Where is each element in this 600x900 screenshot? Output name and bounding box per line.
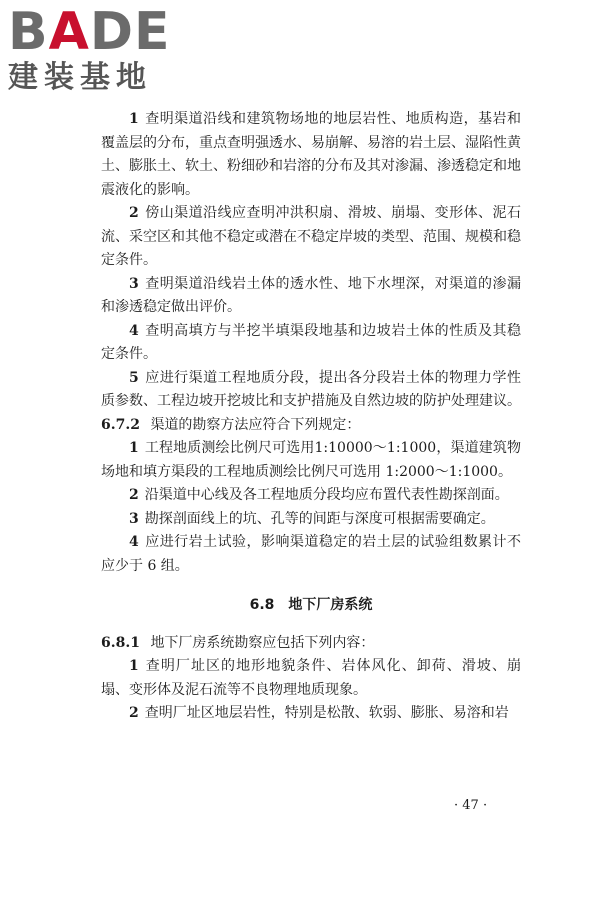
item-text: 查明高填方与半挖半填渠段地基和边坡岩土体的性质及其稳定条件。 [101, 322, 521, 362]
item-text: 工程地质测绘比例尺可选用1:10000～1:1000，渠道建筑物场地和填方渠段的工程地质测绘比例尺可选用 1:2000～1:1000。 [101, 440, 521, 480]
list-item [101, 202, 521, 273]
item-text: 勘探剖面线上的坑、孔等的间距与深度可根据需要确定。 [144, 510, 495, 527]
logo-chinese-text: 建装基地 [8, 60, 152, 95]
page-number: · 47 · [454, 798, 488, 813]
list-item [101, 531, 521, 578]
list-item [101, 320, 521, 367]
list-item [101, 273, 521, 320]
list-item [101, 437, 521, 484]
section-heading [101, 594, 521, 618]
item-number: 4 [129, 322, 139, 339]
item-text: 应进行岩土试验，影响渠道稳定的岩土层的试验组数累计不应少于 6 组。 [101, 534, 521, 574]
logo [8, 2, 183, 96]
item-text: 应进行渠道工程地质分段，提出各分段岩土体的物理力学性质参数、工程边坡开挖坡比和支护措施及自然边坡的防护处理建议。 [101, 369, 521, 409]
list-item [101, 484, 521, 508]
item-text: 查明渠道沿线和建筑物场地的地层岩性、地质构造，基岩和覆盖层的分布，重点查明强透水、易崩解、易溶的岩土层、湿陷性黄土、膨胀土、软土、粉细砂和岩溶的分布及其对渗漏、渗透稳定和地震液化的影响。 [101, 111, 521, 198]
item-text: 查明渠道沿线岩土体的透水性、地下水埋深，对渠道的渗漏和渗透稳定做出评价。 [101, 275, 521, 315]
item-number: 2 [129, 205, 139, 221]
section-number: 6.8 [249, 597, 275, 613]
clause-number: 6.7.2 [101, 416, 140, 433]
item-number: 5 [129, 369, 139, 386]
clause-6-8-1 [101, 632, 521, 656]
list-item [101, 108, 521, 202]
list-item [101, 367, 521, 414]
list-item [101, 508, 521, 532]
clause-6-7-2 [101, 414, 521, 438]
logo-wordmark-text: BADE [8, 2, 171, 62]
item-text: 沿渠道中心线及各工程地质分段均应布置代表性勘探剖面。 [144, 487, 509, 503]
section-title: 地下厂房系统 [288, 597, 373, 613]
logo-wordmark [8, 2, 183, 62]
clause-number: 6.8.1 [101, 634, 140, 651]
item-number: 3 [129, 275, 139, 292]
item-number: 1 [129, 440, 139, 456]
item-text: 傍山渠道沿线应查明冲洪积扇、滑坡、崩塌、变形体、泥石流、采空区和其他不稳定或潜在不稳定岸坡的类型、范围、规模和稳定条件。 [101, 205, 521, 268]
item-number: 1 [129, 658, 139, 674]
clause-text: 渠道的勘察方法应符合下列规定： [150, 416, 361, 433]
item-number: 4 [129, 534, 139, 550]
list-item [101, 702, 521, 726]
item-text: 查明厂址区地层岩性，特别是松散、软弱、膨胀、易溶和岩 [144, 705, 509, 721]
clause-text: 地下厂房系统勘察应包括下列内容： [150, 634, 375, 651]
document-body [101, 108, 521, 726]
item-number: 2 [129, 705, 139, 721]
item-number: 1 [129, 111, 139, 127]
item-number: 2 [129, 487, 139, 503]
item-number: 3 [129, 510, 139, 527]
list-item [101, 655, 521, 702]
item-text: 查明厂址区的地形地貌条件、岩体风化、卸荷、滑坡、崩塌、变形体及泥石流等不良物理地质现象。 [101, 658, 521, 698]
